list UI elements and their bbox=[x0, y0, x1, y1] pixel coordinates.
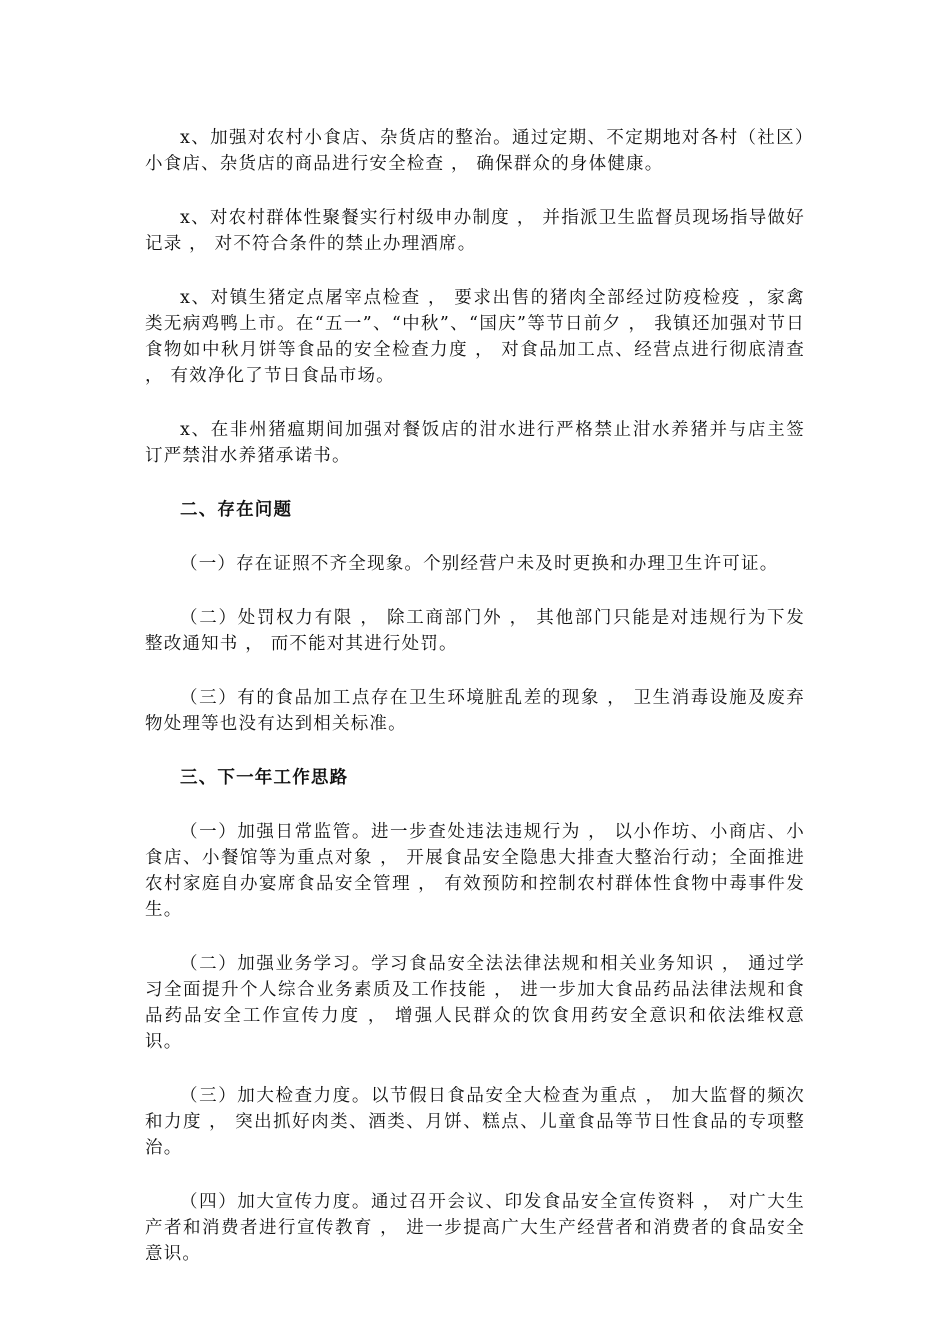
problem-item-2: （二）处罚权力有限 ， 除工商部门外 ， 其他部门只能是对违规行为下发整改通知书 ， 而不能对其进行处罚。 bbox=[145, 608, 805, 654]
section-heading-problems: 二、存在问题 bbox=[180, 500, 293, 520]
problem-item-3: （三）有的食品加工点存在卫生环境脏乱差的现象 ， 卫生消毒设施及废弃物处理等也没有达到相关标准。 bbox=[145, 688, 805, 734]
plan-item-3: （三）加大检查力度。以节假日食品安全大检查为重点 ， 加大监督的频次和力度 ， 突出抓好肉类、酒类、月饼、糕点、儿童食品等节日性食品的专项整治。 bbox=[145, 1086, 805, 1158]
plan-item-1: （一）加强日常监管。进一步查处违法违规行为 ， 以小作坊、小商店、小食店、小餐馆等为重点对象 ， 开展食品安全隐患大排查大整治行动；全面推进农村家庭自办宴席食品安全管理 ， 有效预防和控制农村群体性食物中毒事件发生。 bbox=[145, 822, 805, 920]
plan-item-4: （四）加大宣传力度。通过召开会议、印发食品安全宣传资料 ， 对广大生产者和消费者进行宣传教育 ， 进一步提高广大生产经营者和消费者的食品安全意识。 bbox=[145, 1192, 805, 1264]
paragraph-swine-fever: x、在非州猪瘟期间加强对餐饭店的泔水进行严格禁止泔水养猪并与店主签订严禁泔水养猪承诺书。 bbox=[145, 420, 805, 466]
problem-item-1: （一）存在证照不齐全现象。个别经营户未及时更换和办理卫生许可证。 bbox=[180, 554, 779, 574]
section-heading-next-year: 三、下一年工作思路 bbox=[180, 768, 349, 788]
document-body bbox=[145, 125, 805, 1295]
paragraph-group-dining: x、对农村群体性聚餐实行村级申办制度 ， 并指派卫生监督员现场指导做好记录 ， 对不符合条件的禁止办理酒席。 bbox=[145, 208, 805, 254]
paragraph-rural-shops: x、加强对农村小食店、杂货店的整治。通过定期、不定期地对各村（社区）小食店、杂货店的商品进行安全检查 ， 确保群众的身体健康。 bbox=[145, 128, 805, 174]
paragraph-slaughter-inspection: x、对镇生猪定点屠宰点检查 ， 要求出售的猪肉全部经过防疫检疫 ，家禽类无病鸡鸭上市。在“五一”、“中秋”、“国庆”等节日前夕 ， 我镇还加强对节日食物如中秋月饼等食品的安全检查力度 ， 对食品加工点、经营点进行彻底清查 ， 有效净化了节日食品市场。 bbox=[145, 288, 805, 386]
plan-item-2: （二）加强业务学习。学习食品安全法法律法规和相关业务知识 ， 通过学习全面提升个人综合业务素质及工作技能 ， 进一步加大食品药品法律法规和食品药品安全工作宣传力度 ， 增强人民群众的饮食用药安全意识和依法维权意识。 bbox=[145, 954, 805, 1052]
